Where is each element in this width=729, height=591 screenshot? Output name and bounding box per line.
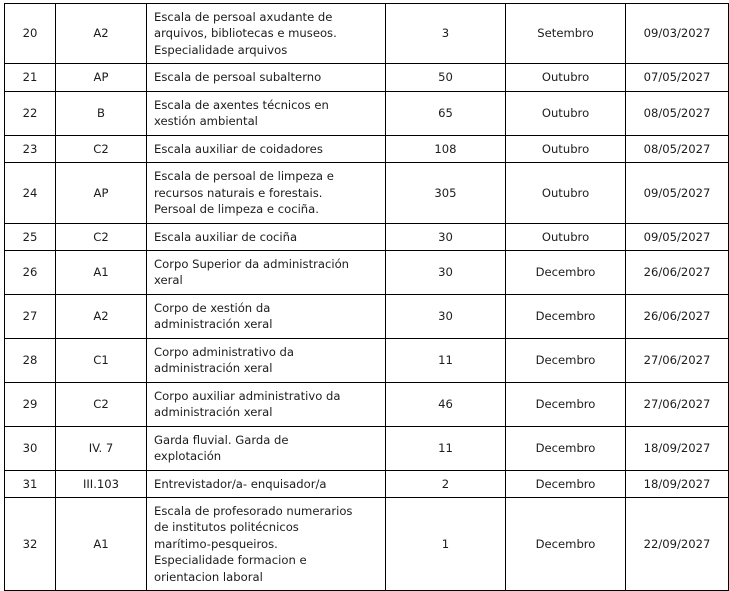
- denomination-line: xeral: [154, 273, 183, 288]
- cell-date: 26/06/2027: [626, 250, 729, 294]
- cell-group-code: AP: [56, 163, 147, 223]
- table-row: [5, 91, 729, 135]
- cell-month: Decembro: [506, 338, 626, 382]
- denomination-line: Escala de persoal subalterno: [154, 70, 322, 85]
- employment-offer-table: [4, 3, 729, 591]
- table-row: [5, 426, 729, 470]
- denomination-line: Garda fluvial. Garda de: [154, 432, 289, 447]
- denomination-line: Entrevistador/a- enquisador/a: [154, 476, 327, 491]
- cell-group-code: A1: [56, 497, 147, 590]
- cell-row-number: 23: [5, 135, 56, 162]
- cell-places-count: 3: [386, 4, 506, 64]
- cell-denomination: [147, 135, 386, 162]
- cell-row-number: 21: [5, 64, 56, 91]
- cell-row-number: 26: [5, 250, 56, 294]
- cell-date: 22/09/2027: [626, 497, 729, 590]
- cell-places-count: 50: [386, 64, 506, 91]
- cell-denomination: [147, 4, 386, 64]
- cell-denomination: [147, 470, 386, 497]
- cell-date: 27/06/2027: [626, 338, 729, 382]
- denomination-line: Corpo auxiliar administrativo da: [154, 388, 341, 403]
- denomination-line: orientacion laboral: [154, 569, 263, 584]
- cell-denomination: [147, 91, 386, 135]
- cell-places-count: 11: [386, 338, 506, 382]
- denomination-line: de institutos politécnicos: [154, 520, 299, 535]
- cell-date: 18/09/2027: [626, 470, 729, 497]
- denomination-line: Corpo administrativo da: [154, 344, 294, 359]
- denomination-line: Corpo de xestión da: [154, 300, 271, 315]
- table-row: [5, 294, 729, 338]
- cell-denomination: [147, 163, 386, 223]
- denomination-line: Escala de axentes técnicos en: [154, 97, 329, 112]
- table-row: [5, 223, 729, 250]
- cell-month: Outubro: [506, 91, 626, 135]
- cell-places-count: 46: [386, 382, 506, 426]
- cell-month: Decembro: [506, 497, 626, 590]
- cell-denomination: [147, 382, 386, 426]
- denomination-line: recursos naturais e forestais.: [154, 185, 323, 200]
- cell-places-count: 30: [386, 294, 506, 338]
- cell-denomination: [147, 497, 386, 590]
- cell-places-count: 305: [386, 163, 506, 223]
- cell-month: Decembro: [506, 470, 626, 497]
- cell-denomination: [147, 426, 386, 470]
- denomination-line: administración xeral: [154, 361, 273, 376]
- cell-denomination: [147, 250, 386, 294]
- cell-month: Decembro: [506, 382, 626, 426]
- cell-group-code: A1: [56, 250, 147, 294]
- cell-date: 18/09/2027: [626, 426, 729, 470]
- table-row: [5, 163, 729, 223]
- cell-group-code: A2: [56, 294, 147, 338]
- denomination-line: administración xeral: [154, 405, 273, 420]
- cell-month: Decembro: [506, 294, 626, 338]
- table-row: [5, 4, 729, 64]
- table-row: [5, 64, 729, 91]
- cell-row-number: 30: [5, 426, 56, 470]
- cell-denomination: [147, 294, 386, 338]
- cell-row-number: 25: [5, 223, 56, 250]
- cell-group-code: AP: [56, 64, 147, 91]
- table-row: [5, 497, 729, 590]
- cell-month: Outubro: [506, 64, 626, 91]
- denomination-line: Especialidade formacion e: [154, 553, 307, 568]
- denomination-line: Especialidade arquivos: [154, 42, 288, 57]
- denomination-line: Corpo Superior da administración: [154, 256, 350, 271]
- cell-date: 27/06/2027: [626, 382, 729, 426]
- table-row: [5, 250, 729, 294]
- cell-date: 09/03/2027: [626, 4, 729, 64]
- denomination-line: administración xeral: [154, 317, 273, 332]
- cell-row-number: 27: [5, 294, 56, 338]
- denomination-line: Escala auxiliar de cociña: [154, 229, 298, 244]
- cell-denomination: [147, 223, 386, 250]
- denomination-line: arquivos, bibliotecas e museos.: [154, 26, 337, 41]
- cell-month: Decembro: [506, 250, 626, 294]
- table-row: [5, 338, 729, 382]
- cell-date: 09/05/2027: [626, 223, 729, 250]
- cell-date: 09/05/2027: [626, 163, 729, 223]
- cell-denomination: [147, 338, 386, 382]
- denomination-line: Escala de persoal de limpeza e: [154, 169, 334, 184]
- cell-group-code: IV. 7: [56, 426, 147, 470]
- cell-group-code: C2: [56, 223, 147, 250]
- denomination-line: explotación: [154, 449, 222, 464]
- denomination-line: Escala de profesorado numerarios: [154, 503, 353, 518]
- cell-group-code: A2: [56, 4, 147, 64]
- cell-date: 26/06/2027: [626, 294, 729, 338]
- table-row: [5, 135, 729, 162]
- cell-places-count: 2: [386, 470, 506, 497]
- cell-group-code: III.103: [56, 470, 147, 497]
- table-row: [5, 382, 729, 426]
- cell-row-number: 28: [5, 338, 56, 382]
- cell-row-number: 32: [5, 497, 56, 590]
- cell-month: Decembro: [506, 426, 626, 470]
- table-row: [5, 470, 729, 497]
- cell-group-code: B: [56, 91, 147, 135]
- cell-places-count: 65: [386, 91, 506, 135]
- denomination-line: Escala de persoal axudante de: [154, 10, 333, 24]
- cell-row-number: 20: [5, 4, 56, 64]
- cell-row-number: 29: [5, 382, 56, 426]
- cell-places-count: 11: [386, 426, 506, 470]
- cell-date: 08/05/2027: [626, 135, 729, 162]
- cell-month: Outubro: [506, 223, 626, 250]
- cell-month: Outubro: [506, 135, 626, 162]
- denomination-line: xestión ambiental: [154, 114, 258, 129]
- cell-row-number: 22: [5, 91, 56, 135]
- cell-row-number: 24: [5, 163, 56, 223]
- cell-month: Setembro: [506, 4, 626, 64]
- denomination-line: Escala auxiliar de coidadores: [154, 141, 323, 156]
- denomination-line: Persoal de limpeza e cociña.: [154, 202, 319, 217]
- cell-group-code: C1: [56, 338, 147, 382]
- cell-places-count: 30: [386, 223, 506, 250]
- table-body: [5, 4, 729, 591]
- cell-date: 07/05/2027: [626, 64, 729, 91]
- cell-places-count: 1: [386, 497, 506, 590]
- cell-places-count: 108: [386, 135, 506, 162]
- denomination-line: marítimo-pesqueiros.: [154, 536, 278, 551]
- cell-month: Outubro: [506, 163, 626, 223]
- cell-places-count: 30: [386, 250, 506, 294]
- cell-group-code: C2: [56, 135, 147, 162]
- cell-denomination: [147, 64, 386, 91]
- cell-row-number: 31: [5, 470, 56, 497]
- cell-date: 08/05/2027: [626, 91, 729, 135]
- cell-group-code: C2: [56, 382, 147, 426]
